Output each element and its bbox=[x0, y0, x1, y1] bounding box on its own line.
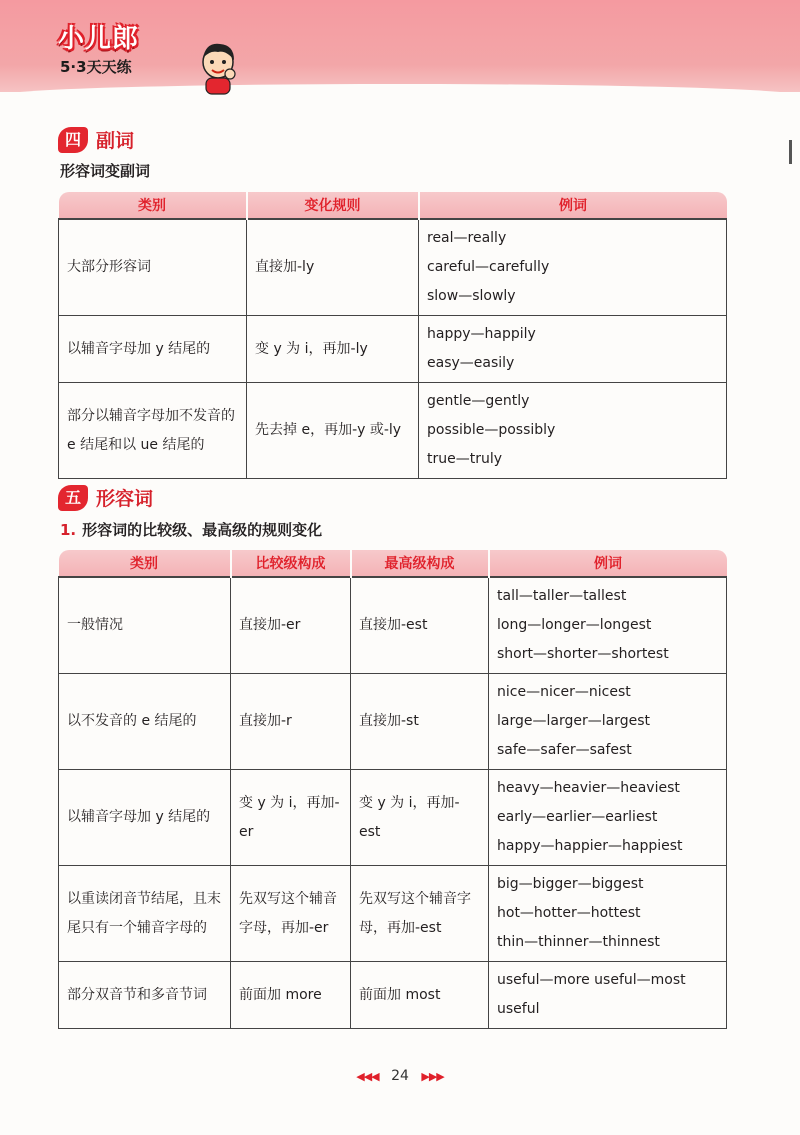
example-word: true—truly bbox=[427, 451, 503, 467]
category-cell: 部分双音节和多音节词 bbox=[59, 962, 231, 1029]
rule-cell: 先去掉 e，再加-y 或-ly bbox=[247, 383, 419, 479]
category-cell: 以辅音字母加 y 结尾的 bbox=[59, 770, 231, 866]
subtitle-number: 1. bbox=[60, 521, 77, 539]
category-cell: 以重读闭音节结尾，且末尾只有一个辅音字母的 bbox=[59, 866, 231, 962]
examples-cell bbox=[489, 962, 727, 1029]
category-cell: 以辅音字母加 y 结尾的 bbox=[59, 316, 247, 383]
table-row bbox=[59, 577, 727, 674]
table-row bbox=[59, 383, 727, 479]
comparative-cell: 变 y 为 i，再加-er bbox=[231, 770, 351, 866]
example-word: hot—hotter—hottest bbox=[497, 905, 641, 921]
examples-cell bbox=[419, 383, 727, 479]
logo-subtitle: 5·3天天练 bbox=[60, 58, 132, 76]
example-word: happy—happier—happiest bbox=[497, 838, 683, 854]
column-header: 类别 bbox=[59, 550, 231, 577]
example-word: safe—safer—safest bbox=[497, 742, 632, 758]
section-subtitle: 形容词变副词 bbox=[60, 162, 151, 180]
table-row bbox=[59, 962, 727, 1029]
section-title-text: 形容词 bbox=[96, 488, 154, 510]
example-word: long—longer—longest bbox=[497, 617, 652, 633]
category-cell: 以不发音的 e 结尾的 bbox=[59, 674, 231, 770]
example-word: early—earlier—earliest bbox=[497, 809, 658, 825]
logo-title: 小儿郎 bbox=[58, 24, 140, 54]
example-word: tall—taller—tallest bbox=[497, 588, 627, 604]
example-word: happy—happily bbox=[427, 326, 536, 342]
column-header: 比较级构成 bbox=[231, 550, 351, 577]
superlative-cell: 变 y 为 i，再加-est bbox=[351, 770, 489, 866]
superlative-cell: 先双写这个辅音字母，再加-est bbox=[351, 866, 489, 962]
examples-cell bbox=[419, 219, 727, 316]
section-title-adverbs bbox=[58, 126, 134, 153]
example-word: slow—slowly bbox=[427, 288, 516, 304]
table-row bbox=[59, 866, 727, 962]
example-word: large—larger—largest bbox=[497, 713, 650, 729]
column-header: 类别 bbox=[59, 192, 247, 219]
page-edge-mark bbox=[789, 140, 792, 164]
column-header: 变化规则 bbox=[247, 192, 419, 219]
page-footer bbox=[0, 1068, 800, 1084]
example-word: real—really bbox=[427, 230, 507, 246]
examples-cell bbox=[489, 770, 727, 866]
example-word: thin—thinner—thinnest bbox=[497, 934, 660, 950]
category-cell: 大部分形容词 bbox=[59, 219, 247, 316]
category-cell: 一般情况 bbox=[59, 577, 231, 674]
right-arrows-icon: ▶▶▶ bbox=[421, 1070, 444, 1083]
example-word: easy—easily bbox=[427, 355, 515, 371]
comparative-cell: 直接加-er bbox=[231, 577, 351, 674]
category-cell: 部分以辅音字母加不发音的 e 结尾和以 ue 结尾的 bbox=[59, 383, 247, 479]
section-number-badge: 五 bbox=[58, 485, 88, 511]
example-word: useful bbox=[497, 1001, 540, 1017]
left-arrows-icon: ◀◀◀ bbox=[356, 1070, 379, 1083]
example-word: gentle—gently bbox=[427, 393, 530, 409]
example-word: careful—carefully bbox=[427, 259, 550, 275]
section-number-badge: 四 bbox=[58, 127, 88, 153]
mascot-boy-icon bbox=[196, 40, 240, 96]
column-header: 例词 bbox=[419, 192, 727, 219]
examples-cell bbox=[489, 577, 727, 674]
rule-cell: 变 y 为 i，再加-ly bbox=[247, 316, 419, 383]
rule-cell: 直接加-ly bbox=[247, 219, 419, 316]
example-word: big—bigger—biggest bbox=[497, 876, 644, 892]
logo bbox=[58, 18, 198, 80]
table-row bbox=[59, 674, 727, 770]
superlative-cell: 直接加-est bbox=[351, 577, 489, 674]
column-header: 最高级构成 bbox=[351, 550, 489, 577]
examples-cell bbox=[419, 316, 727, 383]
examples-cell bbox=[489, 866, 727, 962]
superlative-cell: 前面加 most bbox=[351, 962, 489, 1029]
example-word: possible—possibly bbox=[427, 422, 556, 438]
example-word: short—shorter—shortest bbox=[497, 646, 669, 662]
table-row bbox=[59, 219, 727, 316]
example-word: heavy—heavier—heaviest bbox=[497, 780, 680, 796]
table-row bbox=[59, 316, 727, 383]
examples-cell bbox=[489, 674, 727, 770]
superlative-cell: 直接加-st bbox=[351, 674, 489, 770]
adverb-table bbox=[58, 192, 727, 479]
comparative-cell: 前面加 more bbox=[231, 962, 351, 1029]
section-title-text: 副词 bbox=[96, 130, 135, 152]
example-word: useful—more useful—most bbox=[497, 972, 686, 988]
section-subtitle bbox=[60, 519, 322, 540]
section-title-adjectives bbox=[58, 484, 153, 511]
table-row bbox=[59, 770, 727, 866]
subtitle-text: 形容词的比较级、最高级的规则变化 bbox=[82, 521, 323, 539]
comparative-cell: 直接加-r bbox=[231, 674, 351, 770]
comparative-cell: 先双写这个辅音字母，再加-er bbox=[231, 866, 351, 962]
adjective-table bbox=[58, 550, 727, 1029]
page-number: 24 bbox=[391, 1068, 409, 1084]
example-word: nice—nicer—nicest bbox=[497, 684, 631, 700]
column-header: 例词 bbox=[489, 550, 727, 577]
